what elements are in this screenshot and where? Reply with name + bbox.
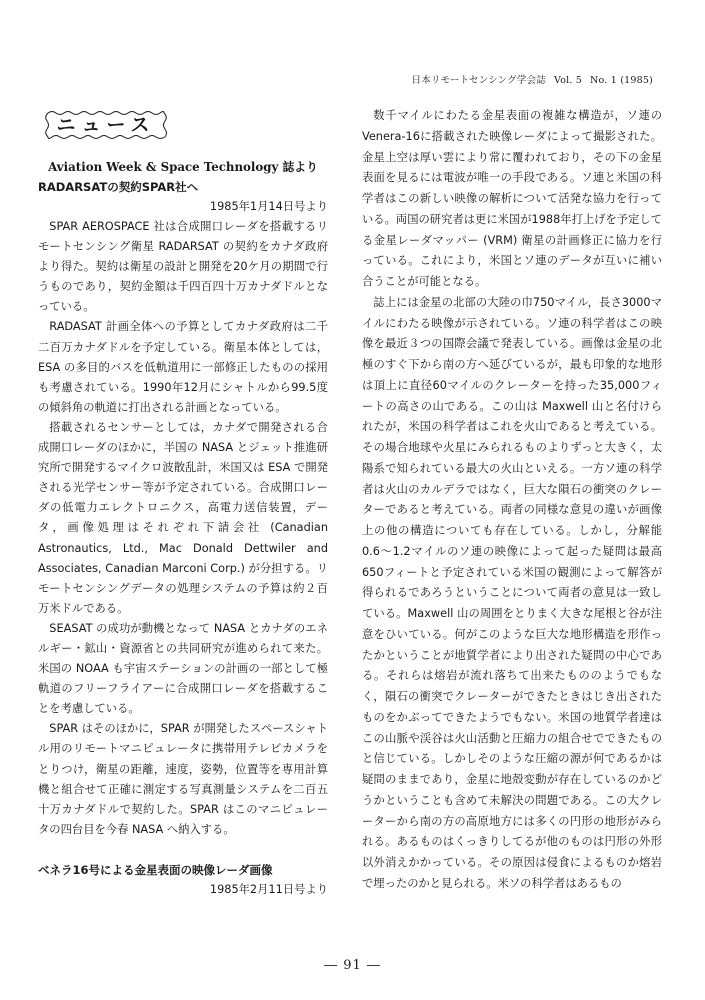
volume: Vol. 5 xyxy=(554,75,583,86)
article-paragraph: 誌上には金星の北部の大陸の巾750マイル，長さ3000マイルにわたる映像が示されている。ソ連の科学者はこの映像を最近３つの国際会議で発表している。画像は金星の北極のすぐ下から南の方へ延びているが，最も印象的な地形は頂上に直径60マイルのクレーターを持った35,000フィートの高さの山である。この山は Maxwell 山と名付けられたが，米国の科学者はこれを火山であると考えている。その場合地球や火星にみられるものよりずっと大きく，太陽系で知られている最大の火山といえる。一方ソ連の科学者は火山のカルデラではなく，巨大な隕石の衝突のクレーターであると考えている。両者の同様な意見の違いが画像上の他の構造についても存在している。しかし，分解能0.6〜1.2マイルのソ連の映像によって起った疑問は最高650フィートと予定されている米国の観測によって解答が得られるであろうということについて両者の意見は一致している。Maxwell 山の周囲をとりまく大きな尾根と谷が注意をひいている。何がこのような巨大な地形構造を形作ったかということが地質学者により出された疑問の中心である。それらは熔岩が流れ落ちて出来たもののようでもなく，隕石の衝突でクレーターができたときはじき出されたものをかぶってできたようでもない。米国の地質学者達はこの山脈や渓谷は火山活動と圧縮力の組合せでできたものと信じている。しかしそのような圧縮の源が何であるかは疑問のままであり，金星に地殻変動が存在しているのかどうかということも含めて未解決の問題である。この大クレーターから南の方の高原地方には多くの円形の地形がみられる。あるものはくっきりしてるが他のものは円形の外形以外消えかかっている。その原因は侵食によるものか熔岩で埋ったのかと見られる。米ソの科学者はあるもの xyxy=(362,295,662,890)
article-paragraph: 数千マイルにわたる金星表面の複雑な構造が，ソ連の Venera-16に搭載された映像レーダによって撮影された。金星上空は厚い雲により常に覆われており，その下の金星表面を見るには電波が唯一の手段である。ソ連と米国の科学者はこの新しい映像の解析について活発な協力を行っている。両国の研究者は更に米国が1988年打上げを予定してる金星レーダマッパー (VRM) 衛星の計画修正に協力を行っている。これにより，米国とソ連のデータが互いに補い合うことが可能となる。 xyxy=(362,109,662,288)
issue-number: No. 1 (1985) xyxy=(590,75,653,86)
article-paragraph: 搭載されるセンサーとしては，カナダで開発される合成開口レーダのほかに，半国の NASA とジェット推進研究所で開発するマイクロ波散乱計，米国又は ESA で開発される光学センサー等が予定されている。合成開口レーダの低電力エレクトロニクス，高電力送信装置，データ，画像処理はそれぞれ下請会社 (Canadian Astronautics, Ltd., Mac Donald Dettwiler and Associates, Canadian Marconi Corp.) が分担する。リモートセンシングデータの処理システムの予算は約２百万米ドルである。 xyxy=(38,420,328,615)
running-header xyxy=(412,72,653,86)
page-number: ― 91 ― xyxy=(324,958,381,973)
news-section-box xyxy=(44,110,168,140)
article-paragraph: SEASAT の成功が動機となって NASA とカナダのエネルギー・鉱山・資源省との共同研究が進められて来た。米国の NOAA も宇宙ステーションの計画の一部として極軌道のフリーフライアーに合成開口レーダを搭載することを考慮している。 xyxy=(38,621,328,716)
journal-name: 日本リモートセンシング学会誌 xyxy=(411,75,546,86)
left-column xyxy=(38,106,328,900)
article-date: 1985年2月11日号より xyxy=(209,882,328,896)
right-column xyxy=(362,106,662,895)
source-line: Aviation Week & Space Technology 誌より xyxy=(48,160,318,174)
article-paragraph: SPAR はそのほかに，SPAR が開発したスペースシャトル用のリモートマニピュレータに携帯用テレビカメラをとりつけ，衛星の距離，速度，姿勢，位置等を専用計算機と組合せて正確に測定する写真測量システムを二百五十万カナダドルで契約した。SPAR はこのマニピュレータの四台目を今春 NASA へ納入する。 xyxy=(38,722,329,836)
article-date: 1985年1月14日号より xyxy=(209,200,328,213)
article-title: ベネラ16号による金星表面の映像レーダ画像 xyxy=(38,862,273,877)
article-paragraph: RADASAT 計画全体への予算としてカナダ政府は二千二百万カナダドルを予定している。衛星本体としては，ESA の多目的バスを低軌道用に一部修正したものの採用も考慮されている。1990年12月にシャトルから99.5度の傾斜角の軌道に打出される計画となっている。 xyxy=(38,320,328,414)
article-paragraph: SPAR AEROSPACE 社は合成開口レーダを搭載するリモートセンシング衛星 RADARSAT の契約をカナダ政府より得た。契約は衛星の設計と開発を20ケ月の期間で行うものであり，契約金額は千四百四十万カナダドルとなっている。 xyxy=(38,220,328,314)
article-title: RADARSATの契約SPAR社へ xyxy=(38,180,199,194)
section-title: ニュース xyxy=(56,113,156,136)
